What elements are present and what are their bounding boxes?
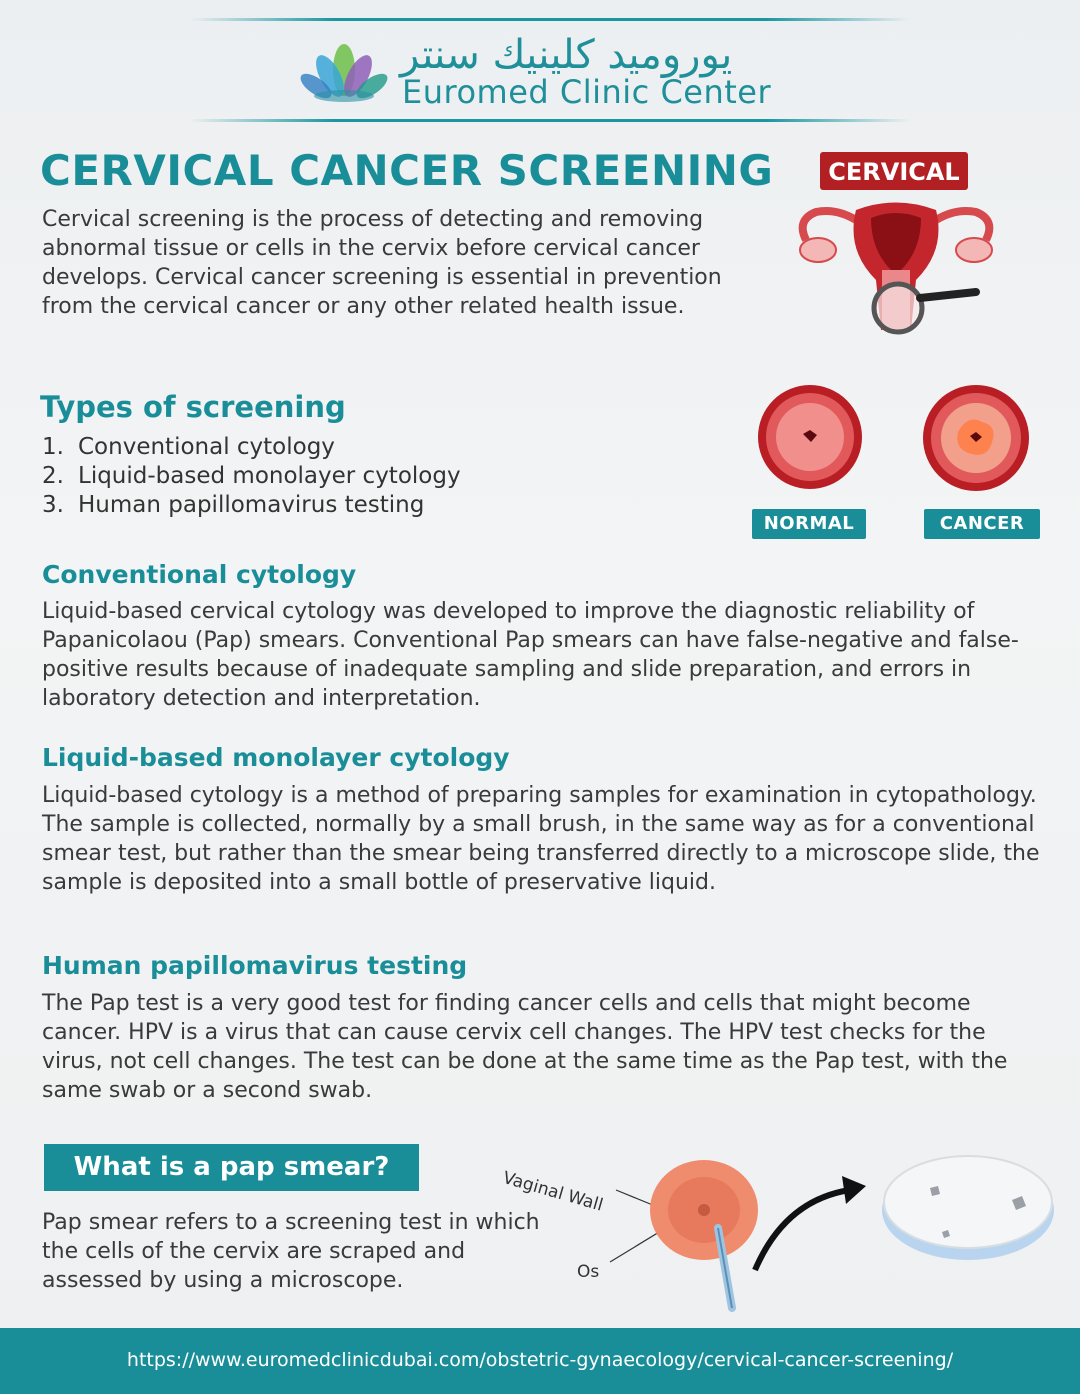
section-heading-conventional: Conventional cytology <box>42 560 357 589</box>
cancer-badge: CANCER <box>924 509 1040 539</box>
section-body-conventional: Liquid-based cervical cytology was developed to improve the diagnostic reliability of Papanicolaou (Pap) smears. Conventional Pap smears can have false-negative and false-positive results because of inadequate sampling and slide preparation, and errors in laboratory detection and interpretation. <box>42 599 1019 711</box>
cancer-cervix-icon <box>918 382 1034 494</box>
section-body-liquid: Liquid-based cytology is a method of preparing samples for examination in cytopathology. The sample is collected, normally by a small brush, in the same way as for a conventional smear test, but rather than the smear being transferred directly to a microscope slide, the sample is deposited into a small bottle of preservative liquid. <box>42 783 1040 895</box>
pap-smear-body: Pap smear refers to a screening test in which the cells of the cervix are scraped and assessed by using a microscope. <box>42 1210 540 1293</box>
list-label: Liquid-based monolayer cytology <box>78 463 461 489</box>
section-heading-liquid: Liquid-based monolayer cytology <box>42 743 510 772</box>
list-number: 1. <box>42 434 64 460</box>
logo-arabic-text: يوروميد كلينيك سنتر <box>400 32 733 78</box>
list-item <box>42 433 461 462</box>
types-heading: Types of screening <box>40 390 346 424</box>
page-title: CERVICAL CANCER SCREENING <box>40 146 774 195</box>
normal-cervix-icon <box>755 382 865 492</box>
section-body-hpv: The Pap test is a very good test for finding cancer cells and cells that might become cancer. HPV is a virus that can cause cervix cell changes. The HPV test checks for the virus, not cell changes. The test can be done at the same time as the Pap test, with the same swab or a second swab. <box>42 991 1008 1103</box>
uterus-illustration-icon <box>786 190 1006 350</box>
lotus-logo-icon <box>296 40 392 106</box>
logo-english-text: Euromed Clinic Center <box>402 73 772 111</box>
section-heading-hpv: Human papillomavirus testing <box>42 951 468 980</box>
cervical-badge: CERVICAL <box>820 152 968 190</box>
vaginal-wall-label: Vaginal Wall <box>500 1168 606 1216</box>
normal-badge: NORMAL <box>752 509 866 539</box>
list-number: 2. <box>42 463 64 489</box>
header-bottom-line <box>190 119 910 122</box>
intro-paragraph: Cervical screening is the process of detecting and removing abnormal tissue or cells in the cervix before cervical cancer develops. Cervical cancer screening is essential in prevention from the cervical cancer or any other related health issue. <box>42 207 722 319</box>
pap-smear-heading: What is a pap smear? <box>44 1144 419 1191</box>
types-list <box>42 433 461 520</box>
list-label: Human papillomavirus testing <box>78 492 425 518</box>
os-label: Os <box>577 1262 600 1282</box>
footer-bar <box>0 1328 1080 1394</box>
footer-url-link[interactable]: https://www.euromedclinicdubai.com/obstetric-gynaecology/cervical-cancer-screening/ <box>126 1349 954 1371</box>
list-item <box>42 491 461 520</box>
list-label: Conventional cytology <box>78 434 335 460</box>
list-item <box>42 462 461 491</box>
list-number: 3. <box>42 492 64 518</box>
header-top-line <box>190 18 910 21</box>
pap-smear-diagram-icon <box>580 1150 1080 1320</box>
